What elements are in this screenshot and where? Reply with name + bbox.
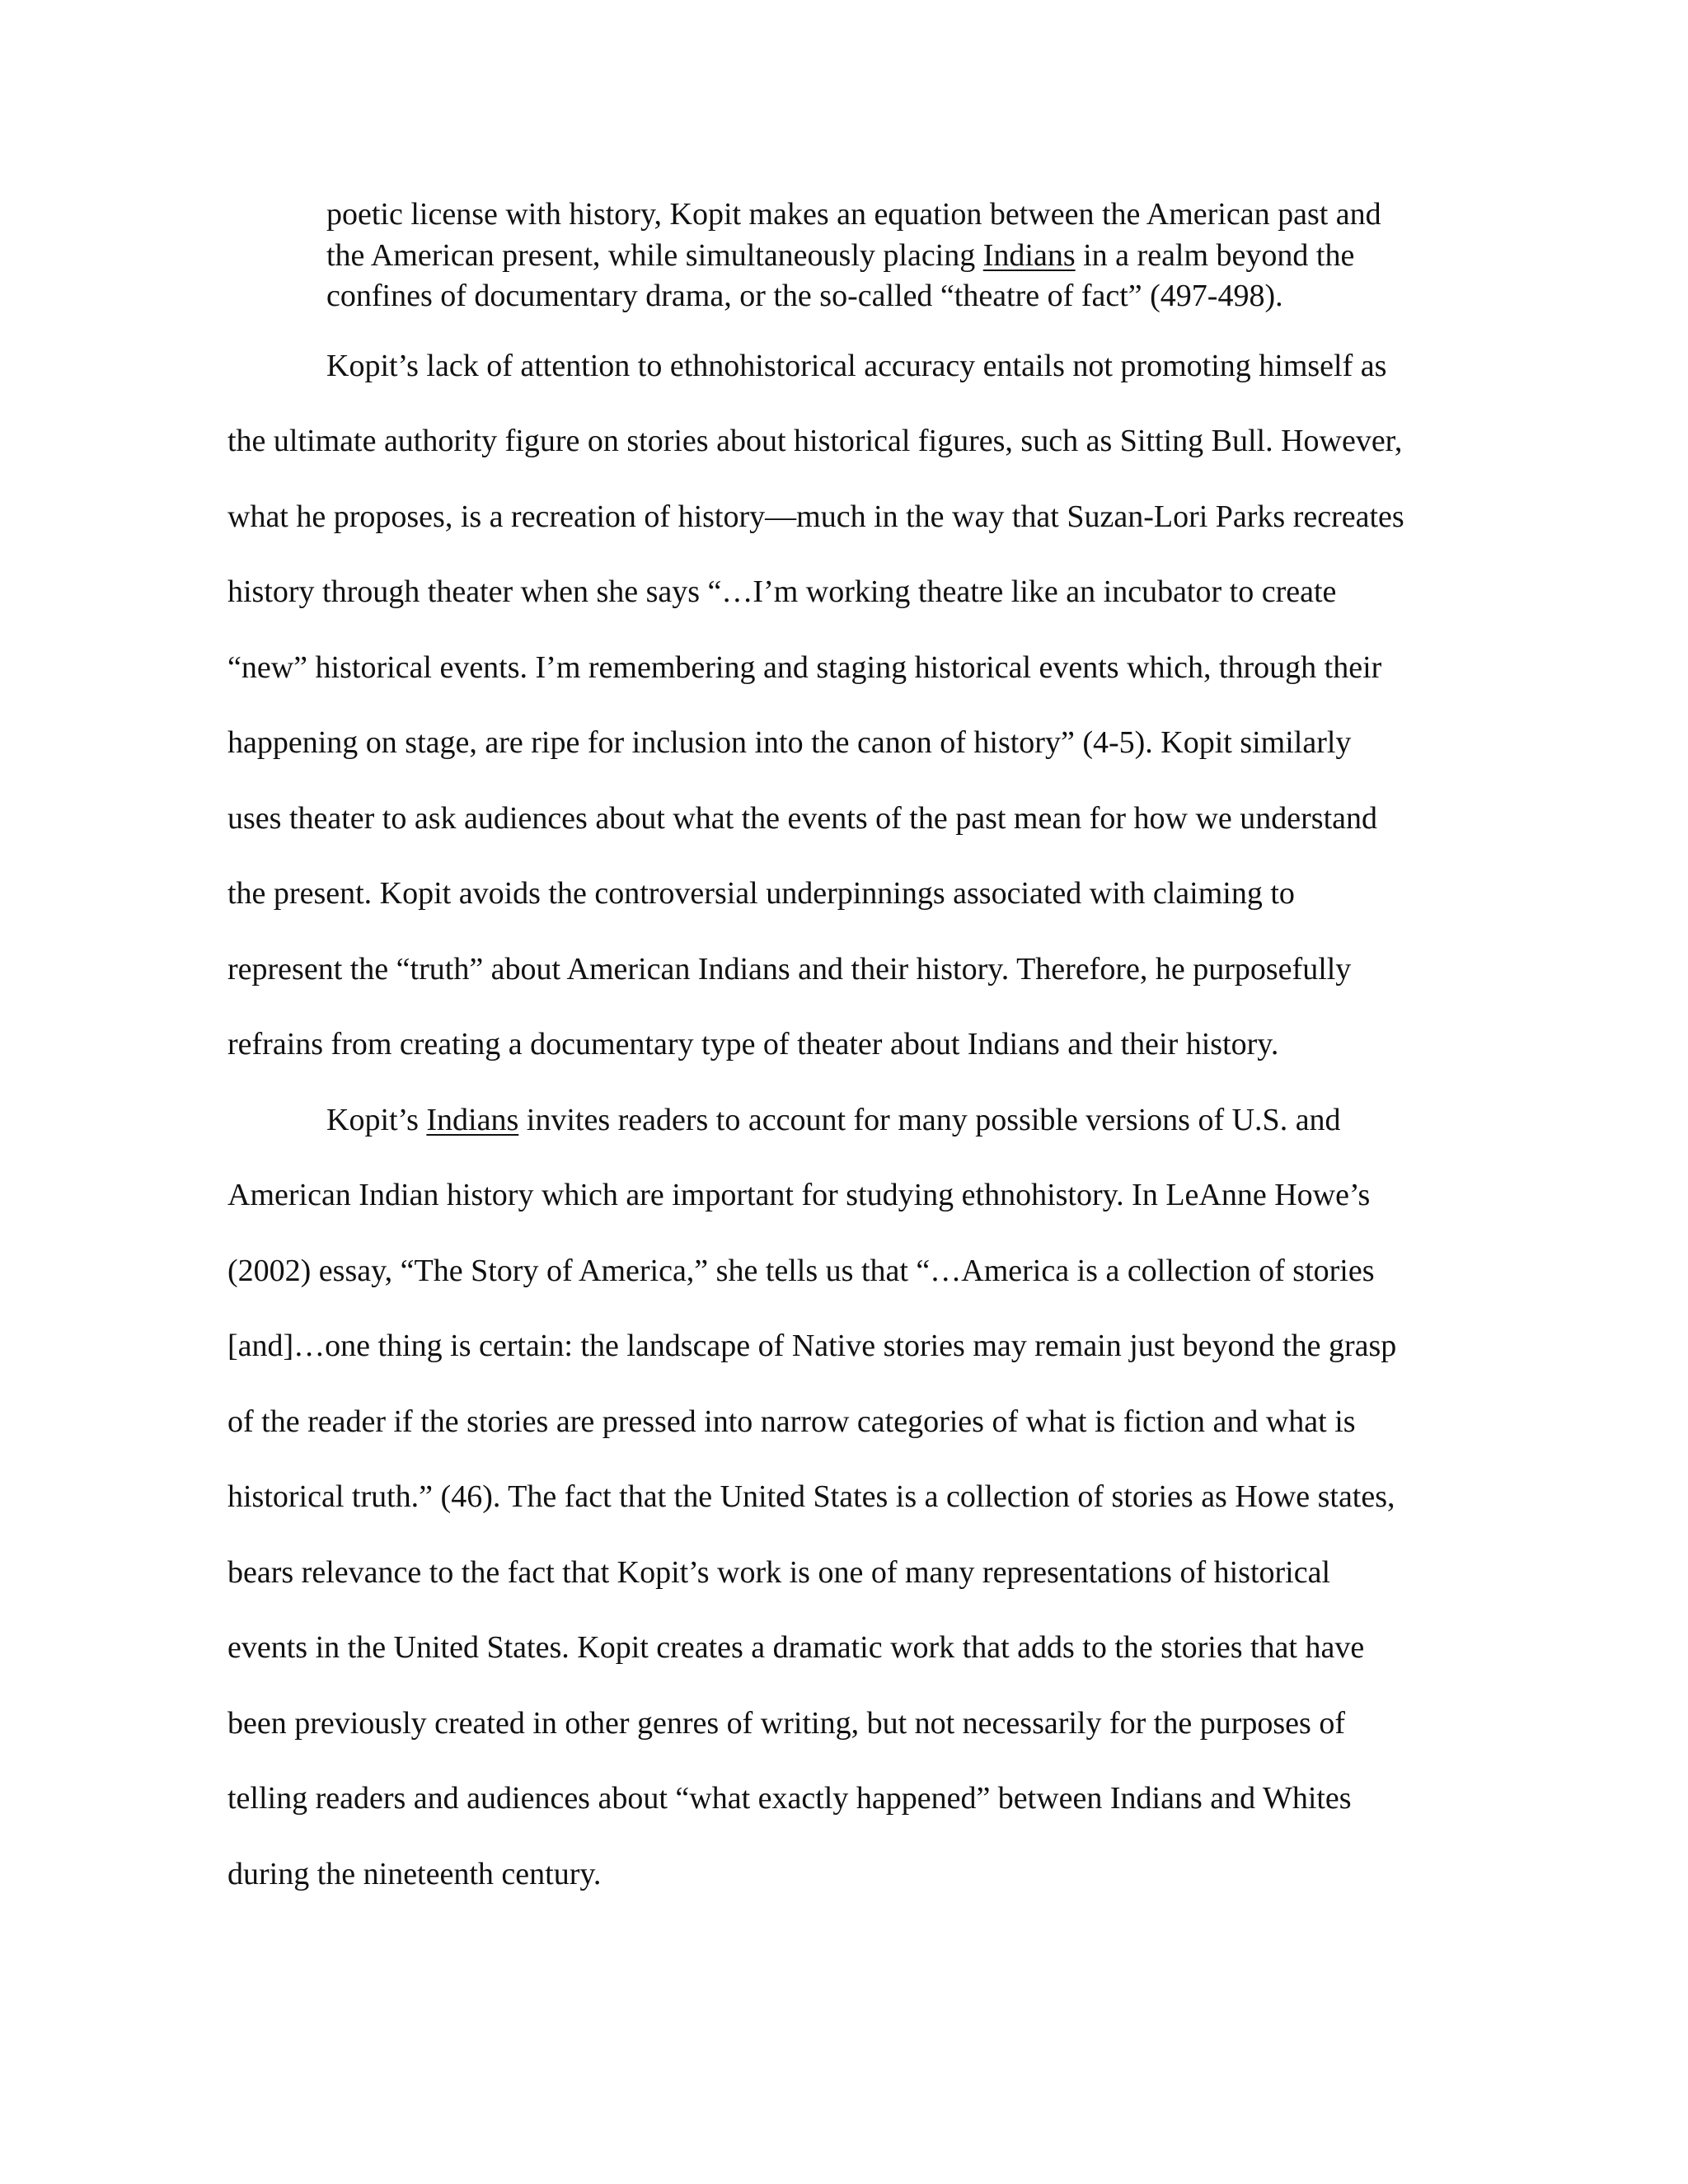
paragraph-line: (2002) essay, “The Story of America,” she tells us that “…America is a collection of stories [227,1254,1375,1288]
paragraph-line: events in the United States. Kopit creates a dramatic work that adds to the stories that have [227,1630,1365,1665]
paragraph-line: the ultimate authority figure on stories about historical figures, such as Sitting Bull. However, [227,424,1403,458]
paragraph-line: American Indian history which are important for studying ethnohistory. In LeAnne Howe’s [227,1178,1371,1212]
block-quote-line: poetic license with history, Kopit makes an equation between the American past and [326,197,1381,232]
paragraph-line: the present. Kopit avoids the controversial underpinnings associated with claiming to [227,876,1295,911]
block-quote-text: the American present, while simultaneously placing [326,238,983,273]
paragraph-line: [and]…one thing is certain: the landscape of Native stories may remain just beyond the grasp [227,1329,1397,1363]
paragraph-line: of the reader if the stories are pressed into narrow categories of what is fiction and what is [227,1404,1356,1439]
block-quote-text: in a realm beyond the [1075,238,1355,273]
paragraph-line: “new” historical events. I’m remembering and staging historical events which, through their [227,650,1382,685]
paragraph-line: refrains from creating a documentary type of theater about Indians and their history. [227,1027,1279,1062]
block-quote-line [326,237,1354,274]
play-title: Indians [982,238,1076,273]
paragraph-line: during the nineteenth century. [227,1857,602,1891]
paragraph-line: represent the “truth” about American Indians and their history. Therefore, he purposefully [227,952,1352,987]
paragraph-line: telling readers and audiences about “what exactly happened” between Indians and Whites [227,1781,1352,1816]
play-title: Indians [426,1103,519,1137]
paragraph-line: uses theater to ask audiences about what the events of the past mean for how we understand [227,801,1377,836]
paragraph-line: history through theater when she says “…I’m working theatre like an incubator to create [227,574,1337,609]
paragraph-line: been previously created in other genres of writing, but not necessarily for the purposes of [227,1706,1345,1741]
paragraph-line: bears relevance to the fact that Kopit’s work is one of many representations of historical [227,1555,1330,1590]
paragraph-text: Kopit’s [326,1103,427,1137]
paragraph-line: historical truth.” (46). The fact that the United States is a collection of stories as Howe states, [227,1479,1395,1514]
paragraph-line [326,1101,1341,1139]
block-quote-line: confines of documentary drama, or the so-called “theatre of fact” (497-498). [326,279,1283,313]
paragraph-text: invites readers to account for many possible versions of U.S. and [518,1103,1341,1137]
paragraph-line: what he proposes, is a recreation of history—much in the way that Suzan-Lori Parks recreates [227,499,1404,534]
paragraph-line: happening on stage, are ripe for inclusion into the canon of history” (4-5). Kopit similarly [227,725,1352,760]
paragraph-line: Kopit’s lack of attention to ethnohistorical accuracy entails not promoting himself as [326,349,1387,383]
